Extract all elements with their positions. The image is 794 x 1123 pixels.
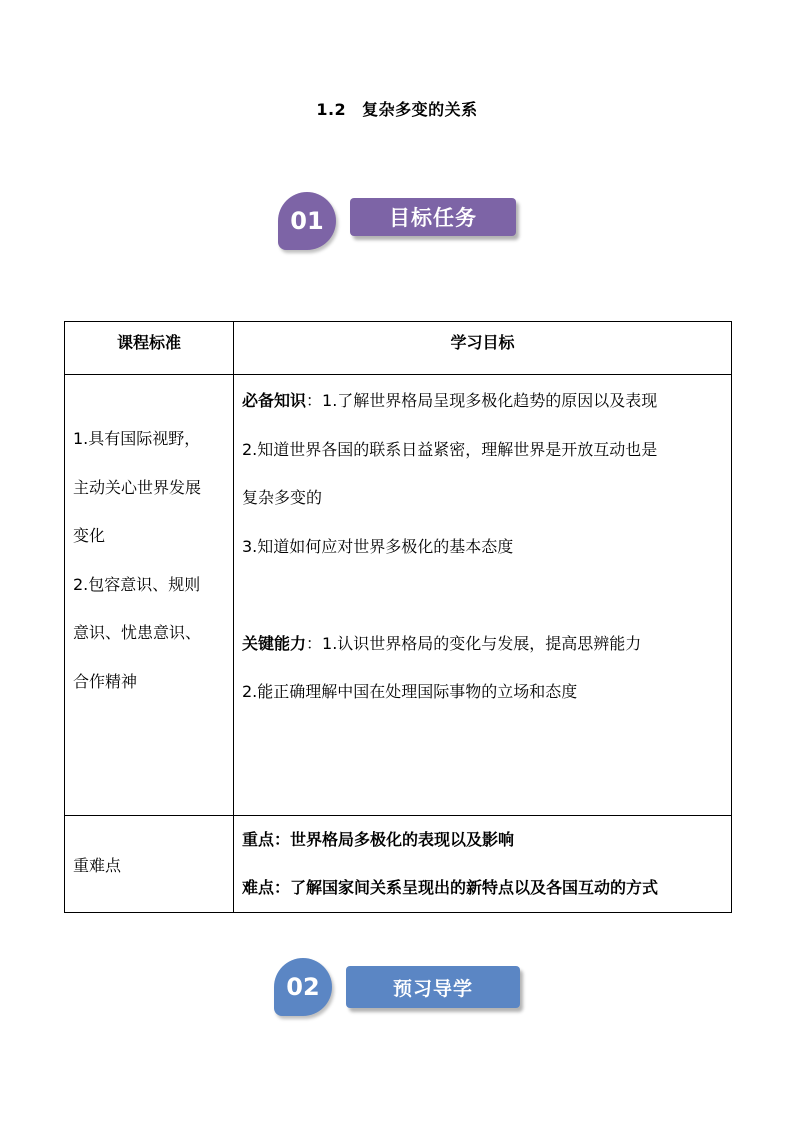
difficulty-cell xyxy=(234,816,732,913)
goals-cell xyxy=(234,375,732,816)
section-number: 02 xyxy=(274,958,332,1016)
standard-line: 2.包容意识、规则 xyxy=(73,574,201,594)
table-row xyxy=(65,816,732,913)
standards-cell xyxy=(65,375,234,816)
table-row xyxy=(65,375,732,816)
goal-line: 2.知道世界各国的联系日益紧密，理解世界是开放互动也是 xyxy=(242,439,658,459)
section-badge-preview xyxy=(274,956,524,1020)
goal-line: 关键能力：1.认识世界格局的变化与发展，提高思辨能力 xyxy=(242,633,642,653)
goal-line: 复杂多变的 xyxy=(242,488,323,507)
standard-line: 意识、忧患意识、 xyxy=(73,623,202,642)
section-number: 01 xyxy=(278,192,336,250)
lesson-number: 1.2 xyxy=(316,100,347,119)
goal-line: 3.知道如何应对世界多极化的基本态度 xyxy=(242,536,514,556)
lesson-title: 复杂多变的关系 xyxy=(362,100,478,119)
standard-line: 1.具有国际视野， xyxy=(73,429,201,448)
key-abilities-label: 关键能力 xyxy=(242,633,307,653)
header-goals: 学习目标 xyxy=(234,322,732,375)
objectives-table xyxy=(64,321,732,913)
difficult-point: 难点：了解国家间关系呈现出的新特点以及各国互动的方式 xyxy=(242,878,659,897)
page-title xyxy=(0,97,794,120)
goal-line: 2.能正确理解中国在处理国际事物的立场和态度 xyxy=(242,682,578,701)
essential-knowledge-label: 必备知识 xyxy=(242,391,307,410)
standard-line: 变化 xyxy=(73,526,106,545)
section-label: 预习导学 xyxy=(346,966,520,1008)
header-standards: 课程标准 xyxy=(65,322,234,375)
key-point: 重点：世界格局多极化的表现以及影响 xyxy=(242,830,515,849)
goal-line: 必备知识：1.了解世界格局呈现多极化趋势的原因以及表现 xyxy=(242,391,658,410)
standard-line: 合作精神 xyxy=(73,671,138,691)
section-label: 目标任务 xyxy=(350,198,516,236)
difficulty-label: 重难点 xyxy=(65,816,234,913)
standard-line: 主动关心世界发展 xyxy=(73,477,202,497)
section-badge-objectives xyxy=(278,190,518,254)
table-header-row xyxy=(65,322,732,375)
